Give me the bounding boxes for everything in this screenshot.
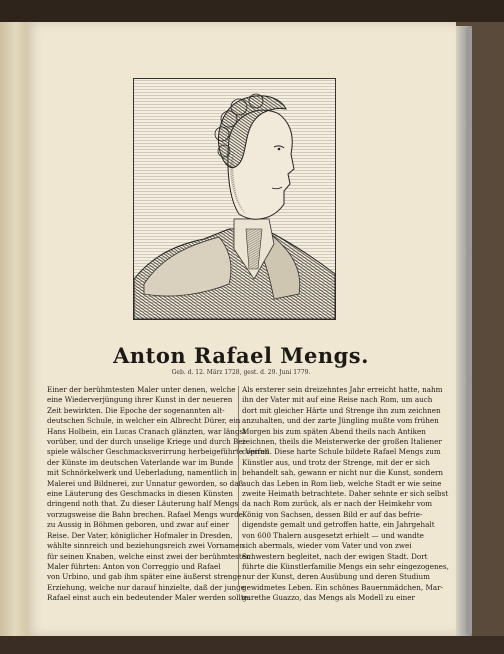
text-line: der Künste im deutschen Vaterlande war im Bunde (47, 457, 234, 467)
text-line: Erziehung, welche nur darauf hinzielte, daß der junge (47, 582, 245, 592)
text-line: für seinen Knaben, welche einst zwei der berühmtesten (47, 551, 251, 561)
text-line: Malerei und Bildnerei, zur Unnatur geworden, so daß (47, 478, 244, 488)
text-line: ihn der Vater mit auf eine Reise nach Rom, um auch (242, 395, 433, 405)
article-title: Anton Rafael Mengs. (113, 343, 369, 368)
right-text-column (242, 385, 449, 604)
text-line: gewidmetes Leben. Ein schönes Bauernmädchen, Mar- (242, 582, 443, 592)
text-line: garethe Guazzo, das Mengs als Modell zu einer (242, 593, 415, 603)
left-text-column (47, 385, 270, 604)
portrait-engraving (133, 78, 336, 320)
portrait-illustration (134, 79, 335, 319)
text-line: von 600 Thalern ausgesetzt erhielt — und wandte (242, 530, 424, 540)
page-stack-shadow (466, 28, 472, 634)
text-line: vorzugsweise die Bahn brechen. Rafael Mengs wurde (47, 509, 243, 519)
text-line: führte die Künstlerfamilie Mengs ein sehr eingezogenes, (242, 561, 449, 571)
text-line: zeichnen, theils die Meisterwerke der großen Italiener (242, 437, 442, 447)
text-line: Rafael einst auch ein bedeutender Maler werden sollte. (47, 593, 251, 603)
text-line: nur der Kunst, deren Ausübung und deren Studium (242, 572, 430, 582)
text-line: anzuhalten, und der zarte Jüngling mußte vom frühen (242, 416, 439, 426)
text-line: zweite Heimath betrachtete. Daher sehnte er sich selbst (242, 489, 449, 499)
text-line: Als ersterer sein dreizehntes Jahr erreicht hatte, nahm (242, 385, 443, 394)
text-line: Hans Holbein, ein Lucas Cranach glänzten, war längst (47, 426, 247, 436)
text-line: behandelt sah, gewann er nicht nur die Kunst, sondern (242, 468, 444, 478)
text-line: deutschen Schule, in welcher ein Albrecht Dürer, ein (47, 416, 241, 426)
text-line: eine Läuterung des Geschmacks in diesen Künsten (47, 489, 233, 499)
text-line: vorüber, und der durch unselige Kriege und durch Bei- (47, 437, 248, 447)
background-bottom (0, 636, 504, 654)
text-line: eine Wiederverjüngung ihrer Kunst in der neueren (47, 395, 233, 405)
text-line: König von Sachsen, dessen Bild er auf das befrie- (242, 509, 423, 519)
text-line: Zeit bewirkten. Die Epoche der sogenannten alt- (47, 405, 225, 415)
text-line: Maler führten: Anton von Correggio und Rafael (47, 561, 221, 571)
text-line: zu Aussig in Böhmen geboren, und zwar auf einer (47, 520, 230, 530)
text-line: sich abermals, wieder vom Vater und von zwei (242, 541, 412, 551)
text-line: auch das Leben in Rom lieb, welche Stadt er wie seine (242, 478, 442, 488)
text-line: da nach Rom zurück, als er nach der Heimkehr vom (242, 499, 433, 509)
text-line: dort mit gleicher Härte und Strenge ihn zum zeichnen (242, 405, 441, 415)
text-line: Künstler aus, und trotz der Strenge, mit der er sich (242, 457, 430, 467)
text-line: Einer der berühmtesten Maler unter denen, welche (47, 385, 236, 394)
text-line: mit Schnörkelwerk und Ueberladung, namentlich in (47, 468, 237, 478)
text-line: spiele wälscher Geschmacksverirrung herbeigeführte Verfall (47, 447, 270, 457)
text-line: digendste gemalt und getroffen hatte, ein Jahrgehalt (242, 520, 435, 530)
background-top (0, 0, 504, 22)
left-page-edge (0, 22, 26, 636)
text-line: copiren. Diese harte Schule bildete Rafael Mengs zum (242, 447, 441, 457)
text-line: wählte sinnreich und beziehungsreich zwei Vornamen (47, 541, 245, 551)
text-line: Schwestern begleitet, nach der ewigen Stadt. Dort (242, 551, 428, 561)
text-line: von Urbino, und gab ihm später eine äußerst strenge (47, 572, 242, 582)
text-line: dringend noth that. Zu dieser Läuterung half Mengs (47, 499, 239, 509)
text-line: Morgen bis zum späten Abend theils nach Antiken (242, 426, 426, 436)
article-dates: Geb. d. 12. März 1728, gest. d. 29. Juni 1779. (171, 369, 311, 376)
text-line: Reise. Der Vater, königlicher Hofmaler in Dresden, (47, 530, 233, 540)
